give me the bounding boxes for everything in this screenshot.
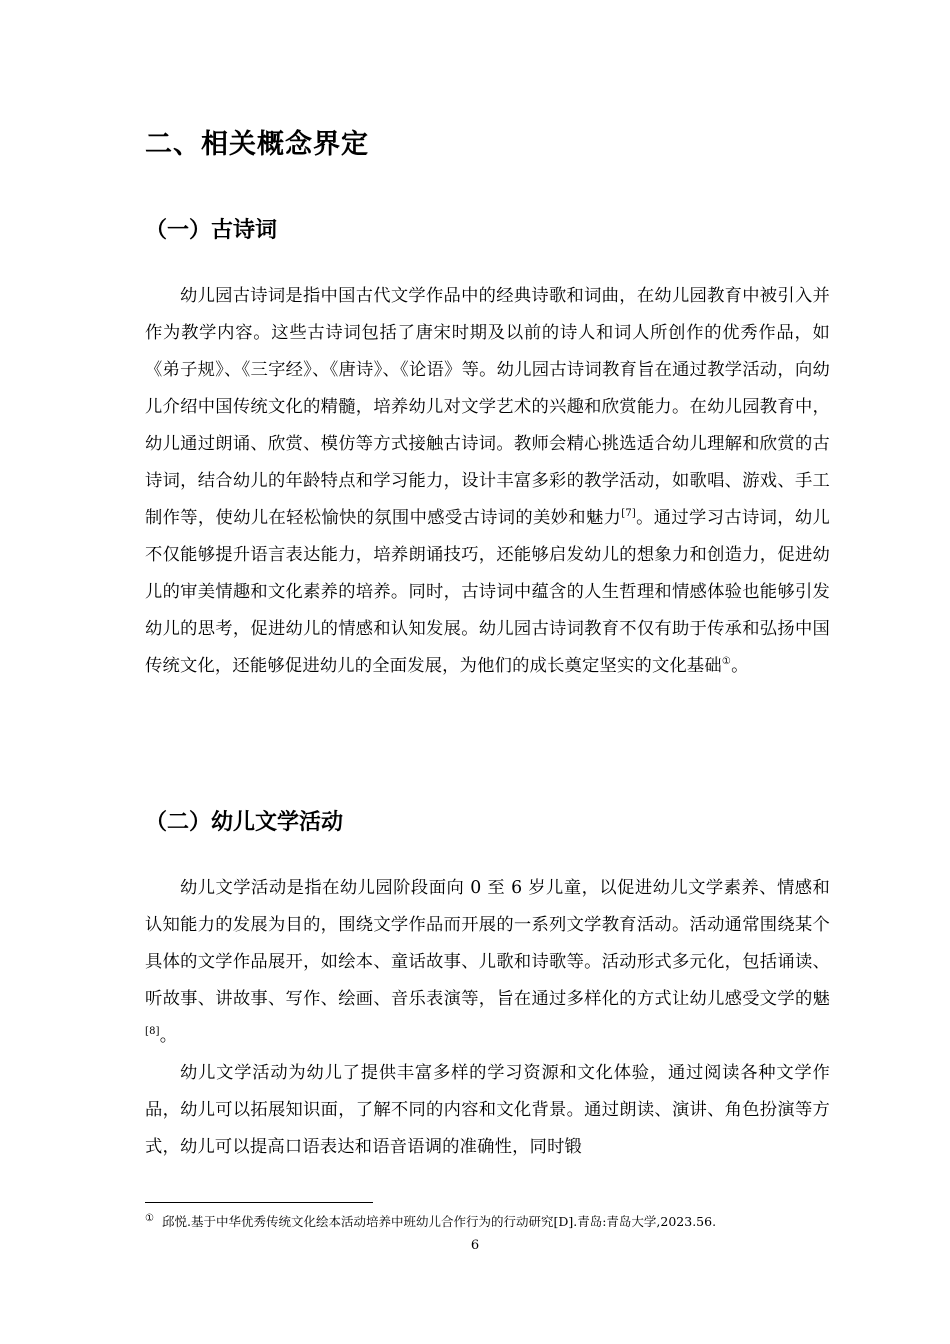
footnote-reference-1[interactable]: ① bbox=[721, 656, 732, 668]
footnote-mark: ① bbox=[145, 1212, 154, 1224]
footnote-text: 邱悦.基于中华优秀传统文化绘本活动培养中班幼儿合作行为的行动研究[D].青岛:青岛大学,2023.56. bbox=[161, 1214, 717, 1229]
page-number: 6 bbox=[470, 1238, 480, 1253]
footnote-separator bbox=[145, 1202, 373, 1203]
paragraph-ancient-poetry bbox=[145, 278, 830, 685]
section-heading-literary-activities: （二）幼儿文学活动 bbox=[145, 810, 344, 835]
paragraph-literary-activities-definition bbox=[145, 870, 830, 1055]
citation-8[interactable]: [8] bbox=[145, 1026, 160, 1038]
paragraph-text: 。 bbox=[159, 1026, 178, 1046]
paragraph-text: 幼儿文学活动是指在幼儿园阶段面向 0 至 6 岁儿童，以促进幼儿文学素养、情感和认知能力的发展为目的，围绕文学作品而开展的一系列文学教育活动。活动通常围绕某个具体的文学作品展开，如绘本、童话故事、儿歌和诗歌等。活动形式多元化，包括诵读、听故事、讲故事、写作、绘画、音乐表演等，旨在通过多样化的方式让幼儿感受文学的魅 bbox=[145, 878, 830, 1009]
paragraph-literary-activities-benefits: 幼儿文学活动为幼儿了提供丰富多样的学习资源和文化体验，通过阅读各种文学作品，幼儿可以拓展知识面，了解不同的内容和文化背景。通过朗读、演讲、角色扮演等方式，幼儿可以提高口语表达和语音语调的准确性，同时锻 bbox=[145, 1063, 830, 1157]
paragraph-text: 幼儿园古诗词是指中国古代文学作品中的经典诗歌和词曲，在幼儿园教育中被引入并作为教学内容。这些古诗词包括了唐宋时期及以前的诗人和词人所创作的优秀作品，如《弟子规》、《三字经》、《唐诗》、《论语》等。幼儿园古诗词教育旨在通过教学活动，向幼儿介绍中国传统文化的精髓，培养幼儿对文学艺术的兴趣和欣赏能力。在幼儿园教育中，幼儿通过朗诵、欣赏、模仿等方式接触古诗词。教师会精心挑选适合幼儿理解和欣赏的古诗词，结合幼儿的年龄特点和学习能力，设计丰富多彩的教学活动，如歌唱、游戏、手工制作等，使幼儿在轻松愉快的氛围中感受古诗词的美妙和魅力 bbox=[145, 286, 830, 528]
section-heading-ancient-poetry: （一）古诗词 bbox=[145, 218, 278, 243]
paragraph-text: 。通过学习古诗词，幼儿不仅能够提升语言表达能力，培养朗诵技巧，还能够启发幼儿的想象力和创造力，促进幼儿的审美情趣和文化素养的培养。同时，古诗词中蕴含的人生哲理和情感体验也能够引发幼儿的思考，促进幼儿的情感和认知发展。幼儿园古诗词教育不仅有助于传承和弘扬中国传统文化，还能够促进幼儿的全面发展，为他们的成长奠定坚实的文化基础 bbox=[145, 508, 830, 676]
paragraph-text: 。 bbox=[731, 656, 749, 676]
chapter-heading: 二、相关概念界定 bbox=[145, 129, 369, 160]
footnote bbox=[145, 1212, 845, 1230]
citation-7[interactable]: [7] bbox=[621, 508, 636, 520]
